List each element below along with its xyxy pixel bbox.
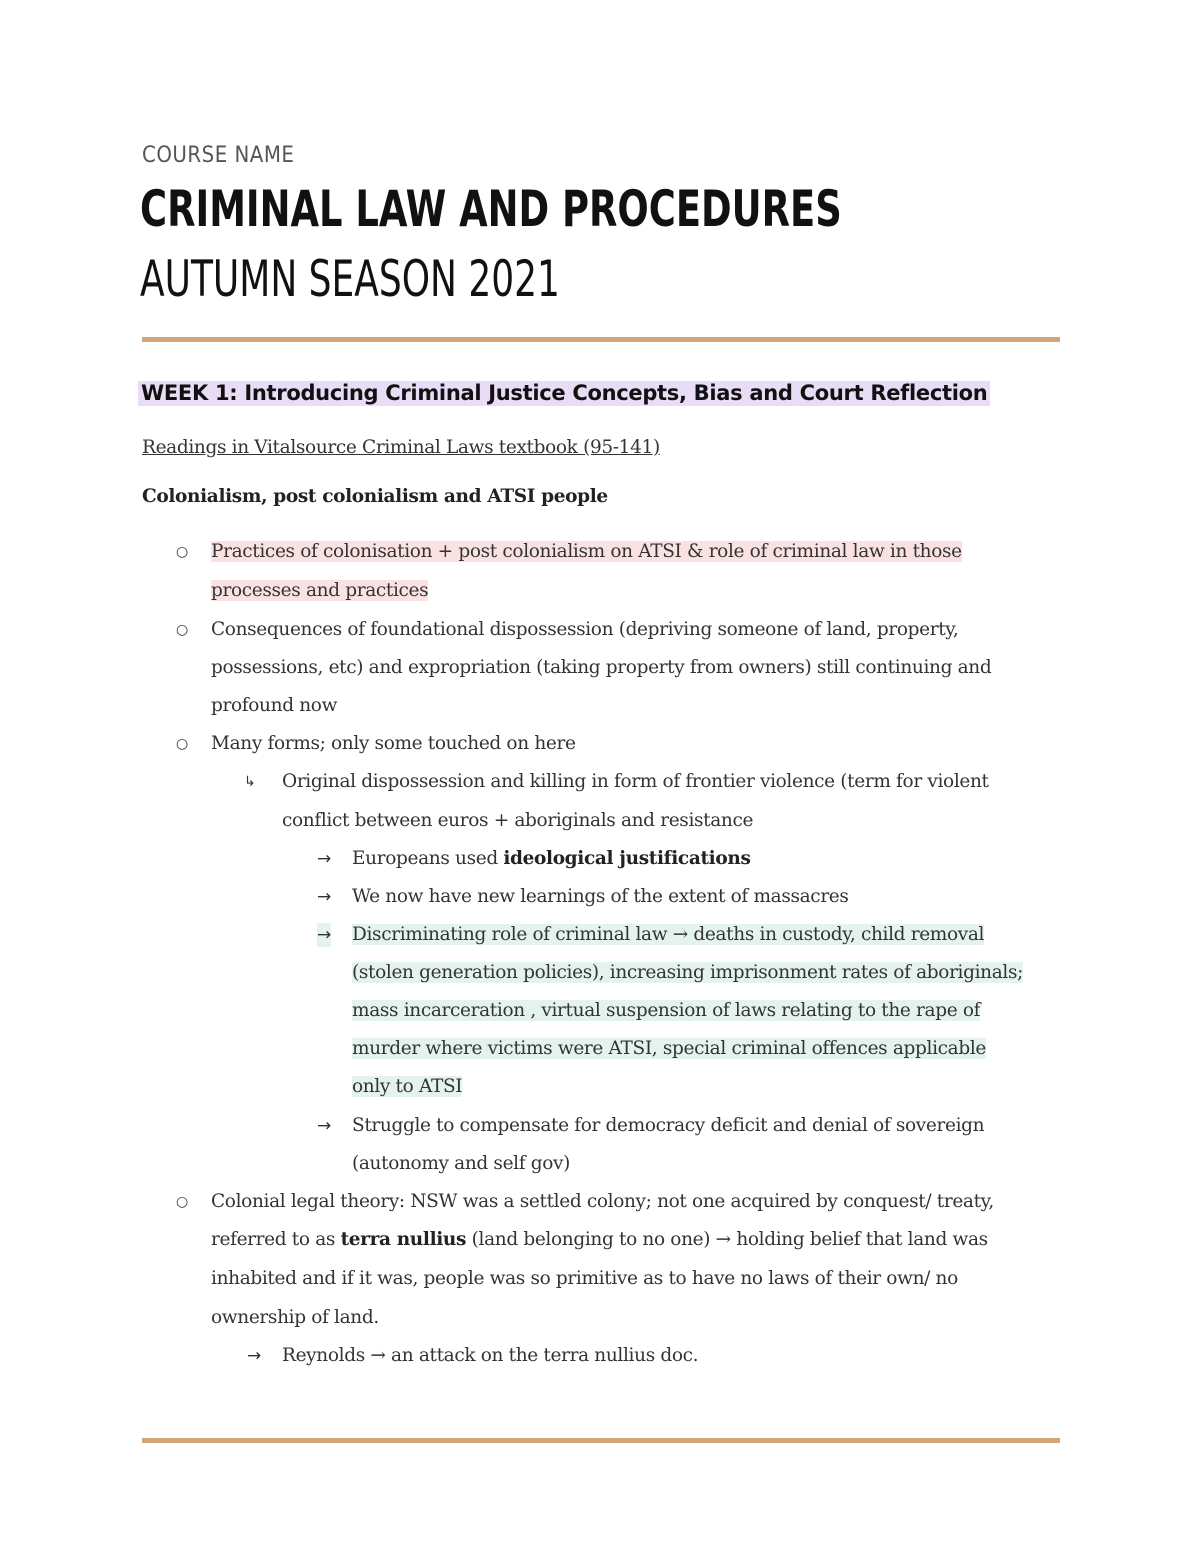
note-line: (autonomy and self gov) [352, 1153, 571, 1174]
note-line [352, 961, 1023, 985]
note-line: inhabited and if it was, people was so primitive as to have no laws of their own/ no [211, 1268, 958, 1289]
note-text: (land belonging to no one) → holding belief that land was [466, 1229, 988, 1250]
note-line [211, 540, 962, 564]
note-text: referred to as [211, 1229, 341, 1250]
note-line [352, 847, 751, 871]
bold-term: ideological justifications [503, 848, 751, 869]
circle-bullet-icon: ○ [176, 622, 189, 638]
note-line [352, 1075, 462, 1099]
circle-bullet-icon: ○ [176, 1194, 189, 1210]
week-heading: WEEK 1: Introducing Criminal Justice Concepts, Bias and Court Reflection [138, 381, 990, 406]
note-line [211, 579, 428, 603]
highlighted-text: mass incarceration , virtual suspension of laws relating to the rape of [352, 1000, 981, 1021]
circle-bullet-icon: ○ [176, 736, 189, 752]
note-line: Original dispossession and killing in form of frontier violence (term for violent [282, 771, 989, 792]
highlighted-text: Discriminating role of criminal law → deaths in custody, child removal [352, 924, 985, 945]
highlighted-text: only to ATSI [352, 1076, 463, 1097]
note-line [352, 999, 980, 1023]
right-arrow-icon: → [317, 849, 332, 869]
note-text: Europeans used [352, 848, 504, 869]
note-line: Many forms; only some touched on here [211, 733, 576, 754]
note-line: Consequences of foundational dispossession (depriving someone of land, property, [211, 619, 959, 640]
note-line [352, 923, 984, 947]
readings-link: Readings in Vitalsource Criminal Laws textbook (95-141) [142, 437, 660, 458]
course-label: COURSE NAME [142, 143, 295, 168]
note-line [352, 1037, 986, 1061]
course-title: CRIMINAL LAW AND PROCEDURES [140, 180, 842, 238]
right-arrow-icon: → [317, 925, 332, 945]
note-line: conflict between euros + aboriginals and resistance [282, 810, 754, 831]
note-line [211, 1228, 988, 1252]
bold-term: terra nullius [340, 1229, 467, 1250]
return-arrow-icon: ↳ [244, 774, 256, 790]
note-line: profound now [211, 695, 338, 716]
note-line: Reynolds → an attack on the terra nullius doc. [282, 1345, 699, 1366]
note-line: We now have new learnings of the extent of massacres [352, 886, 849, 907]
highlighted-text: Practices of colonisation + post colonialism on ATSI & role of criminal law in those [211, 541, 962, 562]
right-arrow-icon: → [317, 1116, 332, 1136]
bottom-divider [142, 1438, 1060, 1443]
circle-bullet-icon: ○ [176, 544, 189, 560]
right-arrow-icon: → [317, 887, 332, 907]
note-line: Colonial legal theory: NSW was a settled colony; not one acquired by conquest/ treaty, [211, 1191, 994, 1212]
note-line: Struggle to compensate for democracy deficit and denial of sovereign [352, 1115, 985, 1136]
course-season: AUTUMN SEASON 2021 [140, 250, 560, 308]
section-subheading: Colonialism, post colonialism and ATSI people [142, 486, 608, 507]
highlighted-text: murder where victims were ATSI, special criminal offences applicable [352, 1038, 987, 1059]
right-arrow-icon: → [247, 1346, 262, 1366]
highlighted-text: (stolen generation policies), increasing imprisonment rates of aboriginals; [352, 962, 1024, 983]
highlighted-text: processes and practices [211, 580, 429, 601]
note-line: ownership of land. [211, 1307, 379, 1328]
note-line: possessions, etc) and expropriation (taking property from owners) still continuing and [211, 657, 992, 678]
top-divider [142, 337, 1060, 342]
